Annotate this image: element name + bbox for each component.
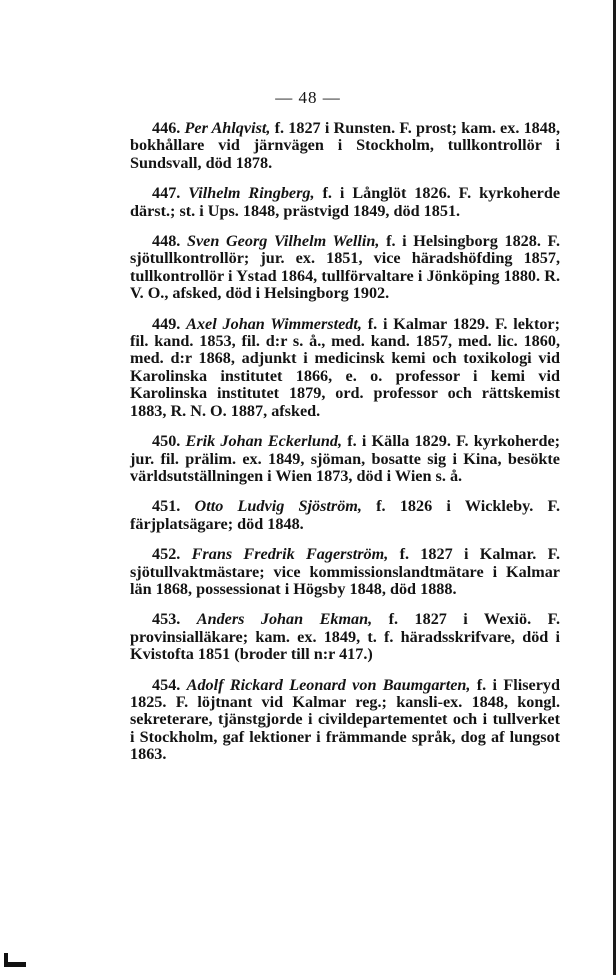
entry-number: 454. — [152, 675, 181, 694]
entry-text: f. 1827 i Runsten. F. prost; kam. ex. 1848, bokhållare vid järnvägen i Stockholm, tullkontrollör i Sundsvall, död 1878. — [130, 119, 561, 172]
entry-454 — [130, 677, 560, 764]
entry-number: 448. — [152, 232, 181, 251]
entry-text: f. i Helsingborg 1828. F. sjötullkontrollör; jur. ex. 1851, vice häradshöfding 1857, tullkontrollör i Ystad 1864, tullförvaltare i Jönköping 1880. R. V. O., afsked, död i Helsingborg 1902. — [130, 232, 560, 303]
entry-number: 446. — [152, 119, 181, 137]
entry-name: Sven Georg Vilhelm Wellin, — [186, 232, 380, 251]
entry-453 — [130, 611, 560, 663]
entry-name: Anders Johan Ekman, — [196, 610, 373, 629]
entry-number: 453. — [152, 610, 181, 629]
entry-text: f. 1826 i Wickleby. F. färjplatsägare; död 1848. — [130, 497, 561, 533]
entry-name: Otto Ludvig Sjöström, — [194, 497, 362, 516]
entry-name: Frans Fredrik Fagerström, — [191, 545, 389, 564]
entry-text: f. i Långlöt 1826. F. kyrkoherde därst.; st. i Ups. 1848, prästvigd 1849, död 1851. — [130, 184, 561, 220]
entry-447 — [130, 185, 560, 220]
entry-text: f. i Källa 1829. F. kyrkoherde; jur. fil. prälim. ex. 1849, sjöman, bosatte sig i Kina, besökte världsutställningen i Wien 1873, död i Wien s. å. — [130, 432, 561, 485]
entry-number: 452. — [152, 545, 181, 564]
entry-450 — [130, 433, 560, 485]
entry-451 — [130, 498, 560, 533]
entry-list — [130, 120, 560, 777]
entry-name: Adolf Rickard Leonard von Baumgarten, — [186, 675, 471, 694]
entry-name: Axel Johan Wimmerstedt, — [186, 314, 362, 333]
entry-number: 451. — [152, 497, 181, 516]
entry-name: Erik Johan Eckerlund, — [185, 432, 343, 451]
entry-text: f. 1827 i Wexiö. F. provinsialläkare; kam. ex. 1849, t. f. häradsskrifvare, död i Kvistofta 1851 (broder till n:r 417.) — [130, 610, 561, 664]
entry-text: f. i Kalmar 1829. F. lektor; fil. kand. 1853, fil. d:r s. å., med. kand. 1857, med. lic. 1860, med. d:r 1868, adjunkt i medicinsk kemi och toxikologi vid Karolinska institutet 1866, e. o. professor i kemi vid Karolinska institutet 1879, ord. professor och rättskemist 1883, R. N. O. 1887, afsked. — [130, 314, 560, 420]
entry-number: 447. — [152, 184, 181, 203]
scan-corner-mark — [4, 953, 26, 967]
corner-mark-horizontal — [4, 962, 26, 967]
page-header: — 48 — — [275, 88, 341, 107]
entry-452 — [130, 546, 560, 598]
entry-number: 449. — [152, 314, 181, 333]
entry-number: 450. — [152, 432, 181, 451]
entry-446 — [130, 120, 560, 172]
entry-text: f. i Fliseryd 1825. F. löjtnant vid Kalmar reg.; kansli-ex. 1848, kongl. sekreterare, tjänstgjorde i civildepartementet och i tullverket i Stockholm, gaf lektioner i främmande språk, dog af lungsot 1863. — [130, 675, 560, 764]
entry-text: f. 1827 i Kalmar. F. sjötullvaktmästare; vice kommissionslandtmätare i Kalmar län 1868, possessionat i Högsby 1848, död 1888. — [130, 545, 561, 598]
entry-name: Vilhelm Ringberg, — [188, 184, 315, 203]
entry-448 — [130, 233, 560, 303]
entry-449 — [130, 316, 560, 420]
entry-name: Per Ahlqvist, — [184, 119, 271, 137]
